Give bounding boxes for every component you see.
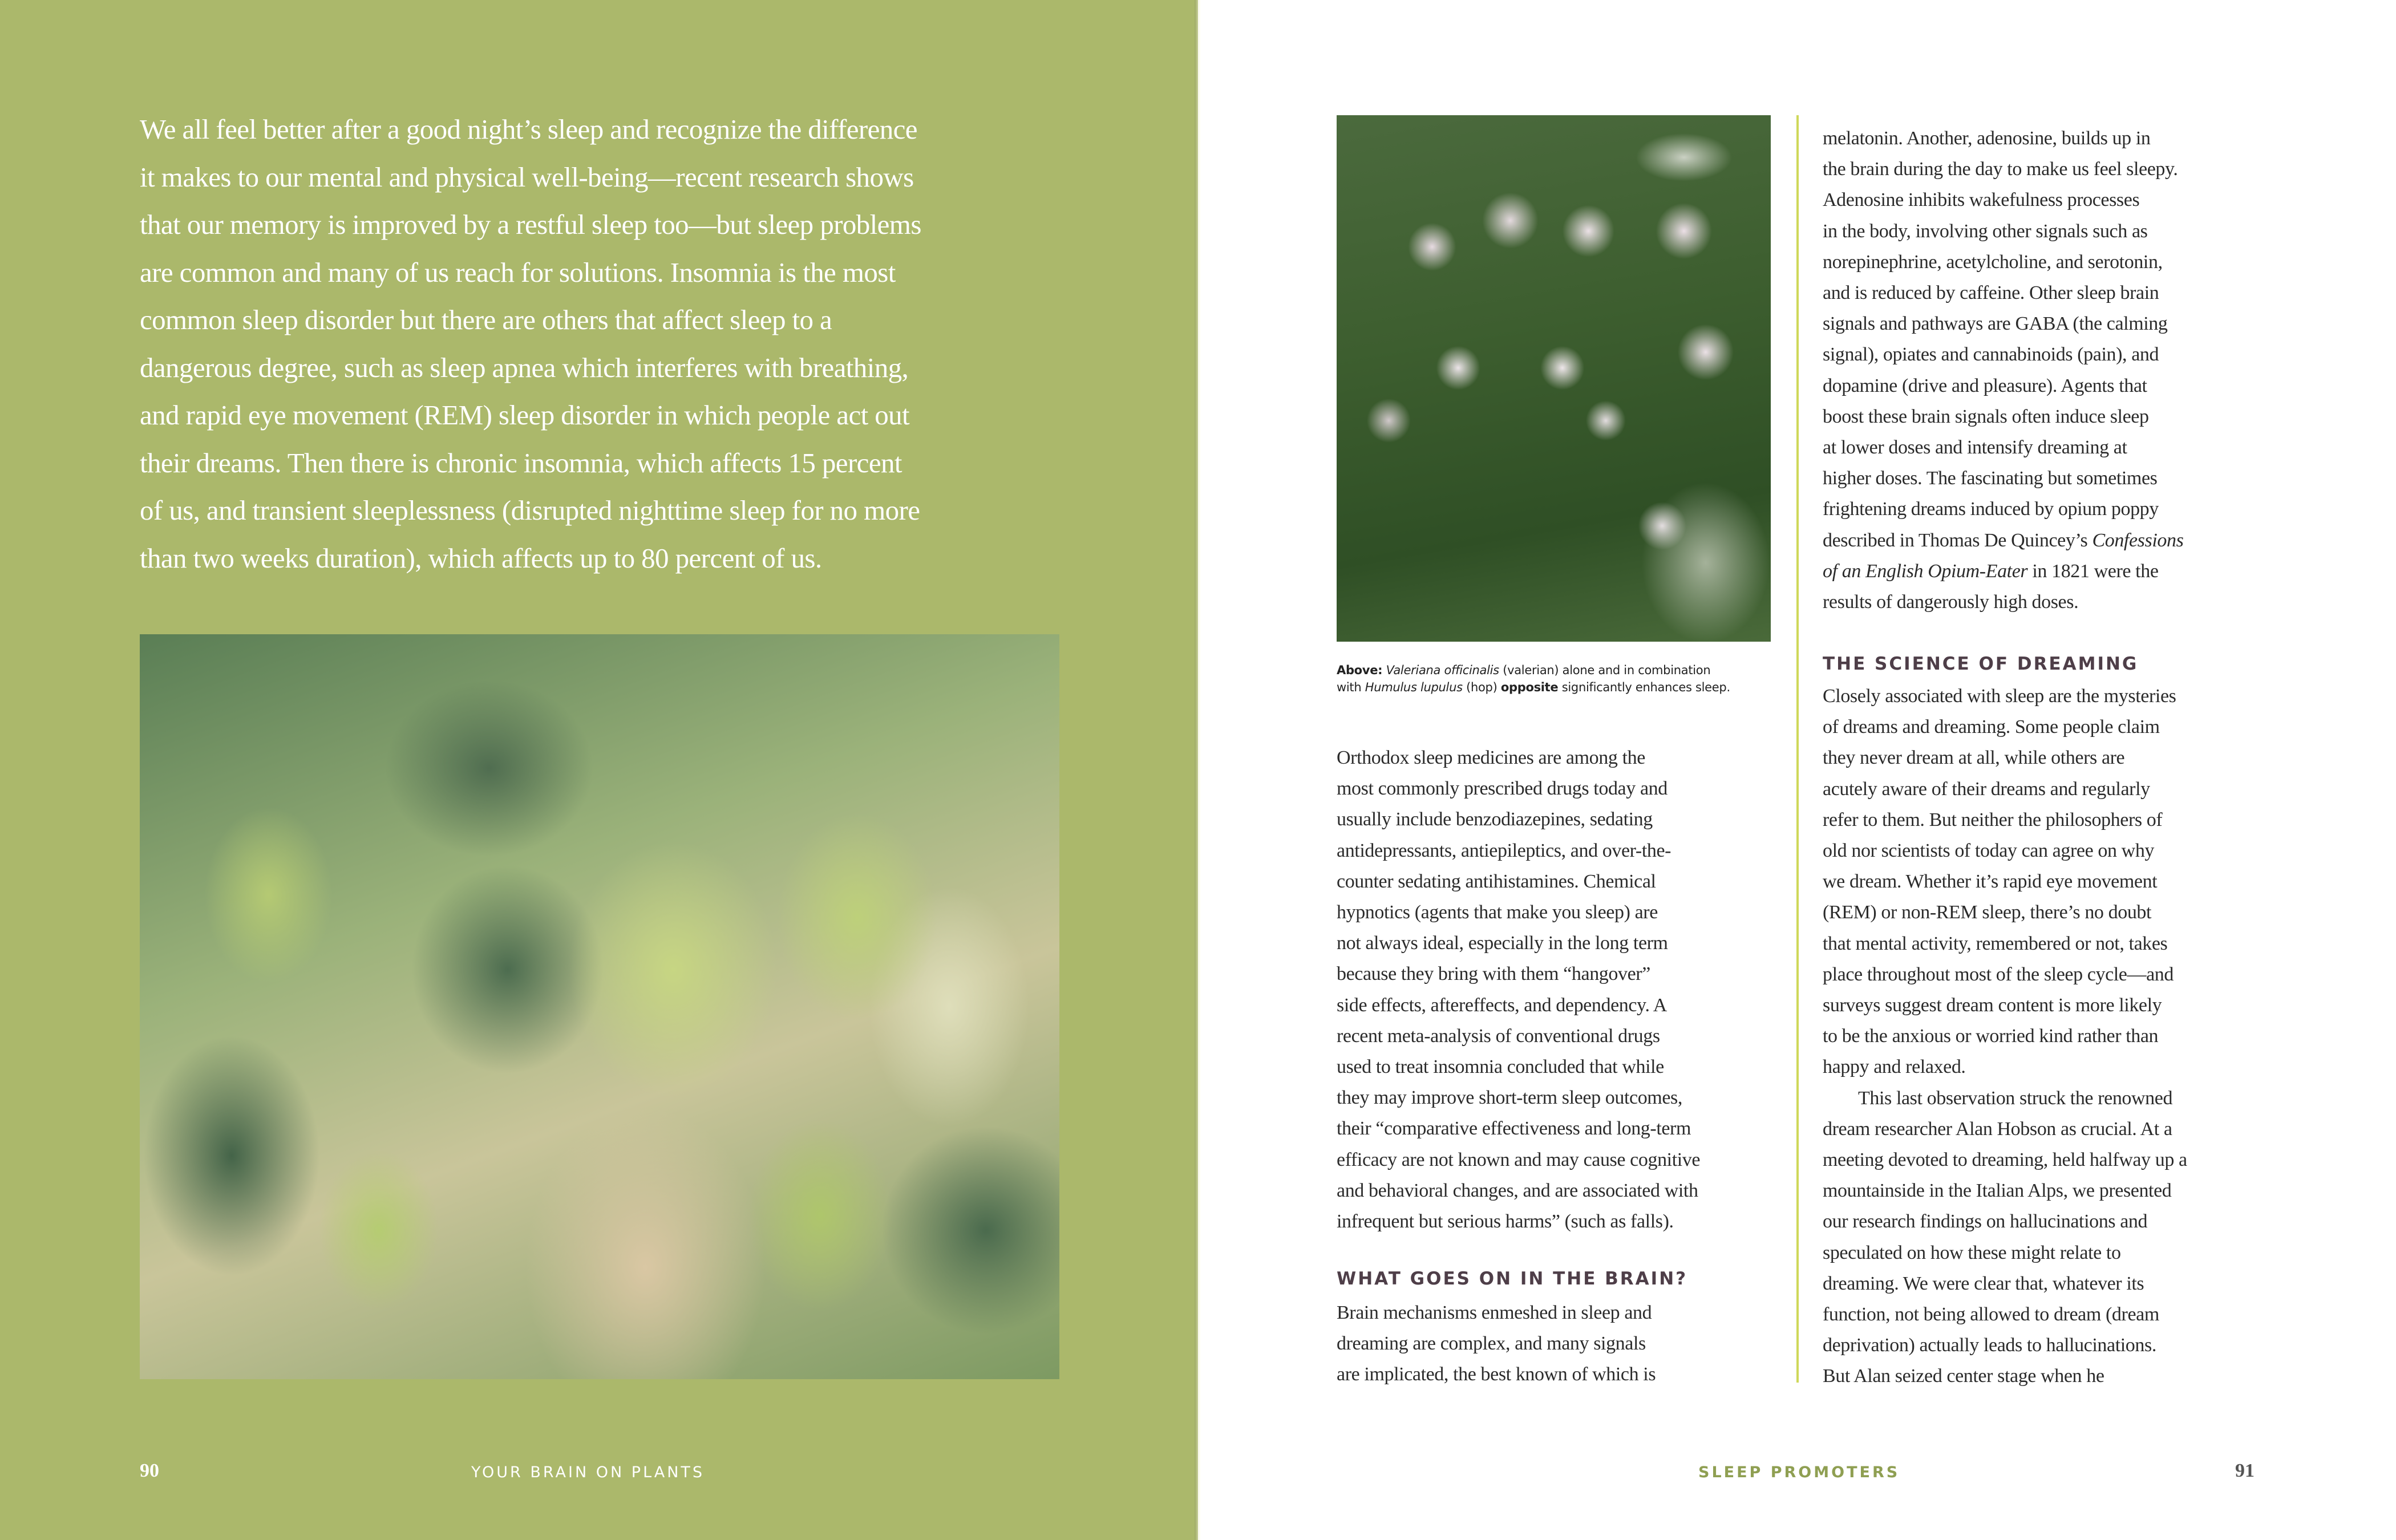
page-number-right: 91: [2235, 1460, 2255, 1481]
body-line: old nor scientists of today can agree on why: [1823, 840, 2155, 862]
hops-photo: [140, 634, 1059, 1379]
body-line: most commonly prescribed drugs today and: [1337, 778, 1668, 800]
body-line: antidepressants, antiepileptics, and over-the-: [1337, 840, 1671, 861]
intro-line: of us, and transient sleeplessness (disrupted nighttime sleep for no more: [140, 495, 920, 526]
body-line: [1823, 556, 2279, 587]
body-line: side effects, aftereffects, and dependency. A: [1337, 994, 1667, 1016]
right-column: [1823, 123, 2279, 618]
body-line: are implicated, the best known of which is: [1337, 1364, 1656, 1385]
intro-line: that our memory is improved by a restful sleep too—but sleep problems: [140, 209, 921, 240]
body-line: at lower doses and intensify dreaming at: [1823, 437, 2127, 459]
column-divider: [1796, 115, 1799, 1383]
caption-species: Humulus lupulus: [1365, 680, 1463, 694]
body-line: refer to them. But neither the philosophers of: [1823, 809, 2163, 830]
body-line: surveys suggest dream content is more likely: [1823, 995, 2162, 1016]
page-number-left: 90: [140, 1460, 159, 1481]
body-line: in the body, involving other signals such as: [1823, 220, 2148, 242]
book-title: Confessions: [2092, 529, 2184, 551]
body-line: we dream. Whether it’s rapid eye movement: [1823, 871, 2158, 893]
middle-column-section: [1337, 1298, 1782, 1391]
body-line: (REM) or non-REM sleep, there’s no doubt: [1823, 902, 2152, 923]
body-line: their “comparative effectiveness and long-term: [1337, 1118, 1691, 1140]
body-line: of dreams and dreaming. Some people claim: [1823, 716, 2160, 738]
body-line: [1823, 525, 2279, 556]
body-line: infrequent but serious harms” (such as falls).: [1337, 1211, 1674, 1233]
body-line: hypnotics (agents that make you sleep) are: [1337, 902, 1658, 923]
body-line-indented: This last observation struck the renowned: [1858, 1087, 2173, 1109]
body-line: the brain during the day to make us feel sleepy.: [1823, 159, 2178, 180]
body-line: frightening dreams induced by opium poppy: [1823, 499, 2159, 520]
book-title: of an English Opium-Eater: [1823, 560, 2028, 582]
body-line: deprivation) actually leads to hallucinations.: [1823, 1335, 2156, 1356]
body-line: meeting devoted to dreaming, held halfway up a: [1823, 1149, 2187, 1171]
running-head-right: SLEEP PROMOTERS: [1698, 1464, 1900, 1481]
running-head-left: YOUR BRAIN ON PLANTS: [471, 1464, 705, 1481]
body-line: they never dream at all, while others are: [1823, 747, 2125, 769]
body-line: mountainside in the Italian Alps, we presented: [1823, 1180, 2172, 1202]
body-line: signal), opiates and cannabinoids (pain), and: [1823, 344, 2159, 366]
body-line: not always ideal, especially in the long term: [1337, 933, 1668, 954]
body-text: described in Thomas De Quincey’s: [1823, 529, 2093, 551]
caption-species: Valeriana officinalis: [1386, 663, 1499, 677]
body-line: happy and relaxed.: [1823, 1056, 1966, 1078]
body-line: norepinephrine, acetylcholine, and serotonin,: [1823, 251, 2163, 273]
body-line: But Alan seized center stage when he: [1823, 1365, 2104, 1387]
body-line: place throughout most of the sleep cycle—and: [1823, 963, 2174, 985]
intro-paragraph: [140, 106, 1075, 582]
photo-caption: [1337, 662, 1793, 696]
body-line: our research findings on hallucinations and: [1823, 1211, 2148, 1233]
body-line: efficacy are not known and may cause cognitive: [1337, 1149, 1701, 1170]
intro-line: their dreams. Then there is chronic insomnia, which affects 15 percent: [140, 447, 902, 479]
body-line: usually include benzodiazepines, sedating: [1337, 809, 1653, 830]
body-line: recent meta-analysis of conventional drugs: [1337, 1025, 1660, 1047]
intro-line: We all feel better after a good night’s sleep and recognize the difference: [140, 114, 917, 145]
caption-text: significantly enhances sleep.: [1558, 680, 1730, 694]
caption-emphasis: opposite: [1500, 680, 1559, 694]
section-heading-brain: WHAT GOES ON IN THE BRAIN?: [1337, 1269, 1688, 1289]
body-line: acutely aware of their dreams and regularly: [1823, 778, 2150, 800]
body-line: that mental activity, remembered or not, takes: [1823, 933, 2168, 954]
intro-line: dangerous degree, such as sleep apnea which interferes with breathing,: [140, 351, 909, 383]
caption-text: (valerian) alone and in combination: [1499, 663, 1711, 677]
body-line: Adenosine inhibits wakefulness processes: [1823, 189, 2140, 211]
body-line: Brain mechanisms enmeshed in sleep and: [1337, 1302, 1652, 1323]
body-line: dopamine (drive and pleasure). Agents that: [1823, 375, 2147, 396]
caption-text: with: [1337, 680, 1365, 694]
body-line: dreaming are complex, and many signals: [1337, 1333, 1646, 1355]
body-line: melatonin. Another, adenosine, builds up in: [1823, 128, 2151, 149]
body-line: results of dangerously high doses.: [1823, 591, 2079, 613]
section-heading-dreaming: THE SCIENCE OF DREAMING: [1823, 654, 2139, 674]
body-line: Closely associated with sleep are the mysteries: [1823, 686, 2176, 707]
body-line: function, not being allowed to dream (dream: [1823, 1304, 2159, 1326]
intro-line: it makes to our mental and physical well-being—recent research shows: [140, 161, 914, 193]
body-line: dreaming. We were clear that, whatever its: [1823, 1272, 2144, 1294]
body-text: in 1821 were the: [2027, 560, 2159, 582]
body-line: dream researcher Alan Hobson as crucial. At a: [1823, 1118, 2172, 1140]
right-column-section: [1823, 681, 2279, 1392]
body-line: boost these brain signals often induce sleep: [1823, 406, 2149, 427]
valerian-photo: [1337, 115, 1771, 642]
body-line: because they bring with them “hangover”: [1337, 963, 1650, 985]
body-line: and is reduced by caffeine. Other sleep brain: [1823, 282, 2159, 304]
book-gutter: [1195, 0, 1200, 1540]
body-line: used to treat insomnia concluded that while: [1337, 1056, 1664, 1078]
body-line: speculated on how these might relate to: [1823, 1242, 2121, 1263]
body-line: Orthodox sleep medicines are among the: [1337, 747, 1645, 768]
body-line: counter sedating antihistamines. Chemical: [1337, 870, 1656, 892]
intro-line: common sleep disorder but there are others that affect sleep to a: [140, 304, 832, 335]
body-line: and behavioral changes, and are associated with: [1337, 1180, 1698, 1201]
caption-label: Above:: [1337, 663, 1383, 677]
body-line: higher doses. The fascinating but sometimes: [1823, 468, 2158, 489]
middle-column: [1337, 743, 1782, 1237]
body-line: to be the anxious or worried kind rather than: [1823, 1026, 2159, 1047]
intro-line: and rapid eye movement (REM) sleep disorder in which people act out: [140, 399, 910, 431]
body-line: they may improve short-term sleep outcomes,: [1337, 1087, 1682, 1109]
intro-line: are common and many of us reach for solutions. Insomnia is the most: [140, 256, 896, 288]
caption-text: (hop): [1462, 680, 1501, 694]
intro-line: than two weeks duration), which affects up to 80 percent of us.: [140, 542, 822, 574]
body-line: signals and pathways are GABA (the calming: [1823, 313, 2168, 335]
